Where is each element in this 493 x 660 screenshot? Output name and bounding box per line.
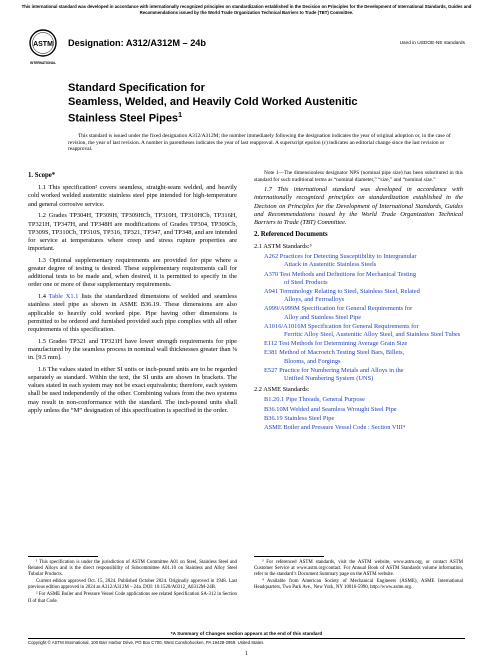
- reference-b36-19[interactable]: B36.19 Stainless Steel Pipe: [264, 414, 335, 422]
- reference-asme-bpvc[interactable]: ASME Boiler and Pressure Vessel Code : Section VIII⁴: [264, 423, 406, 431]
- astm-reference-list: [254, 253, 463, 383]
- reference-title-cont[interactable]: Alloys, and Ferroalloys: [284, 296, 345, 304]
- reference-title-cont[interactable]: Unified Numbering System (UNS): [284, 374, 374, 382]
- right-column: [254, 170, 463, 433]
- reference-e112[interactable]: [254, 340, 463, 348]
- page-number: 1: [245, 651, 248, 657]
- reference-title-cont[interactable]: Attack in Austenitic Stainless Steels: [284, 261, 377, 269]
- reference-title[interactable]: Terminology Relating to Steel, Stainless Steel, Related: [278, 287, 420, 295]
- footnote-rule-left: [28, 556, 98, 557]
- title-line-3-text: Stainless Steel Pipes: [68, 112, 179, 125]
- footnotes-left: [28, 560, 237, 606]
- reference-code[interactable]: A941: [264, 287, 279, 295]
- reference-title[interactable]: Test Methods for Determining Average Grain Size: [277, 340, 408, 348]
- reference-title[interactable]: Practice for Numbering Metals and Alloys in the: [277, 366, 404, 374]
- astm-standards-heading: 2.1 ASTM Standards:³: [254, 242, 312, 250]
- reference-a1016[interactable]: [254, 323, 463, 339]
- note-1-text: Note 1—The dimensionless designator NPS (nominal pipe size) has been substituted in this standard for such traditional terms as “nominal diameter,” “size,” and “nominal size.”: [254, 170, 463, 183]
- reference-title-cont[interactable]: Alloy and Stainless Steel Pipe: [284, 313, 362, 321]
- reference-title-cont[interactable]: Ferritic Alloy Steel, Austenitic Alloy Steel, and Stainless Steel Tubes: [284, 330, 461, 338]
- reference-title[interactable]: Practices for Detecting Susceptibility to Intergranular: [278, 253, 417, 261]
- para-1-2: 1.2 Grades TP304H, TP309H, TP309HCb, TP310H, TP310HCb, TP316H, TP321H, TP347H, and TP348H are modifications of Grades TP304, TP309Cb, TP309S, TP310Cb, TP310S, TP316, TP321, TP347, and TP348, and are intended for service at temperatures where creep and stress rupture properties are important.: [28, 212, 237, 253]
- footnote-3: ³ For referenced ASTM standards, visit the ASTM website, www.astm.org, or contact ASTM Customer Service at www.astm.org/contact. For Annual Book of ASTM Standards volume information, refer to the standard’s Document Summary page on the ASTM website.: [254, 560, 463, 578]
- asme-reference-list: [254, 396, 463, 432]
- title-line-3: [68, 109, 358, 126]
- para-1-4-text: lists the standardized dimensions of welded and seamless stainless steel pipe as shown in ASME B36.19. These dimensions are also applicable to heavily cold worked pipe. Pipe having other dimensions is permitted to be ordered and furnished provided such pipe complies with all other requirements of this specification.: [28, 293, 237, 333]
- para-1-1: 1.1 This specification² covers seamless, straight-seam welded, and heavily cold worked welded austenitic stainless steel pipe intended for high-temperature and general corrosive service.: [28, 184, 237, 208]
- reference-a370[interactable]: [254, 271, 463, 287]
- page-title: [68, 82, 358, 126]
- reference-code[interactable]: E112: [264, 340, 278, 348]
- reference-code[interactable]: A1016/A1016M: [264, 322, 307, 330]
- footnote-4: ⁴ Available from American Society of Mechanical Engineers (ASME), ASME International Headquarters, Two Park Ave., New York, NY 10016-5990, http://www.asme.org.: [254, 579, 463, 591]
- para-1-7: 1.7 This international standard was developed in accordance with internationally recognized principles on standardization established in the Decision on Principles for the Development of International Standards, Guides and Recommendations issued by the World Trade Organization Technical Barriers to Trade (TBT) Committee.: [254, 186, 463, 226]
- footnote-rule-right: [254, 556, 324, 557]
- reference-title[interactable]: Specification for General Requirements for: [299, 305, 413, 313]
- reference-code[interactable]: A999/A999M: [264, 305, 300, 313]
- title-line-2: Seamless, Welded, and Heavily Cold Worked Austenitic: [68, 95, 358, 108]
- copyright-line: Copyright © ASTM International, 100 Barr Harbor Drive, PO Box C700, West Conshohocken, PA 19428-2959. United States: [28, 640, 264, 645]
- para-1-3: 1.3 Optional supplementary requirements are provided for pipe where a greater degree of testing is desired. These supplementary requirements call for additional tests to be made and, when desired, it is permitted to specify in the order one or more of these supplementary requirements.: [28, 256, 237, 289]
- astm-logo: [28, 28, 58, 68]
- summary-of-changes-note: *A Summary of Changes section appears at the end of this standard: [170, 631, 323, 636]
- copyright-rule: [28, 638, 465, 639]
- footnote-2: ² For ASME Boiler and Pressure Vessel Code applications see related Specification SA-312 in Section II of that Code.: [28, 592, 237, 604]
- footnote-1-edition: Current edition approved Oct. 15, 2024. Published October 2024. Originally approved in 1948. Last previous edition approved in 2024 as A312/A312M – 24a. DOI: 10.1520/A0312_A0312M-24B.: [28, 579, 237, 591]
- para-1-5: 1.5 Grades TP321 and TP321H have lower strength requirements for pipe manufactured by the seamless process in nominal wall thicknesses greater than ⅜ in. [9.5 mm].: [28, 337, 237, 362]
- reference-e381[interactable]: [254, 349, 463, 365]
- reference-a262[interactable]: [254, 253, 463, 269]
- reference-b36-10m[interactable]: B36.10M Welded and Seamless Wrought Steel Pipe: [264, 405, 397, 413]
- reference-code[interactable]: E381: [264, 349, 278, 357]
- reference-title[interactable]: Method of Macroetch Testing Steel Bars, Billets,: [277, 349, 405, 357]
- issuance-statement: This standard is issued under the fixed designation A312/A312M; the number immediately following the designation indicates the year of original adoption or, in the case of revision, the year of last revision. A number in parentheses indicates the year of last reapproval. A superscript epsilon (ε) indicates an editorial change since the last revision or reapproval.: [68, 133, 451, 153]
- reference-code[interactable]: A262: [264, 253, 279, 261]
- used-in-label: Used in USDOE-NE standards: [399, 41, 465, 46]
- title-line-1: Standard Specification for: [68, 82, 205, 94]
- para-1-6: 1.6 The values stated in either SI units or inch-pound units are to be regarded separately as standard. Within the text, the SI units are shown in brackets. The values stated in each system may not be exact equivalents; therefore, each system shall be used independently of the other. Combining values from the two systems may result in non-conformance with the standard. The inch-pound units shall apply unless the “M” designation of this specification is specified in the order.: [28, 365, 237, 414]
- reference-e527[interactable]: [254, 367, 463, 383]
- reference-a999[interactable]: [254, 305, 463, 321]
- para-1-4: [28, 293, 237, 334]
- svg-text:ASTM: ASTM: [33, 41, 53, 48]
- table-x1-1-link[interactable]: Table X1.1: [48, 293, 79, 301]
- reference-b1-20-1[interactable]: B1.20.1 Pipe Threads, General Purpose: [264, 396, 365, 404]
- reference-code[interactable]: E527: [264, 366, 278, 374]
- left-column: [28, 170, 237, 418]
- section-heading-scope: 1. Scope*: [28, 172, 56, 179]
- reference-title[interactable]: Test Methods and Definitions for Mechanical Testing: [278, 270, 417, 278]
- reference-code[interactable]: A370: [264, 270, 279, 278]
- para-1-4-prefix: 1.4: [38, 293, 49, 301]
- note-1: [254, 170, 463, 183]
- reference-a941[interactable]: [254, 288, 463, 304]
- footnotes-right: [254, 560, 463, 592]
- section-heading-referenced-documents: 2. Referenced Documents: [254, 230, 328, 238]
- reference-title-cont[interactable]: of Steel Products: [284, 278, 328, 286]
- footnote-1: ¹ This specification is under the jurisdiction of ASTM Committee A01 on Steel, Stainless Steel and Related Alloys and is the direct responsibility of Subcommittee A01.10 on Stainless and Alloy Steel Tubular Products.: [28, 560, 237, 578]
- reference-title-cont[interactable]: Blooms, and Forgings: [284, 357, 341, 365]
- svg-text:INTERNATIONAL: INTERNATIONAL: [30, 61, 56, 65]
- reference-title[interactable]: Specification for General Requirements for: [306, 322, 419, 330]
- asme-standards-heading: [254, 386, 463, 394]
- tbt-notice: This international standard was developed in accordance with internationally recognized principles on standardization established in the Decision on Principles for the Development of International Standards, Guides and Recommendations issued by the World Trade Organization Technical Barriers to Trade (TBT) Committee.: [21, 4, 472, 15]
- designation: Designation: A312/A312M – 24b: [68, 38, 207, 48]
- title-footnote-ref: 1: [178, 112, 182, 120]
- asme-heading-text: 2.2 ASME Standards:: [254, 386, 310, 394]
